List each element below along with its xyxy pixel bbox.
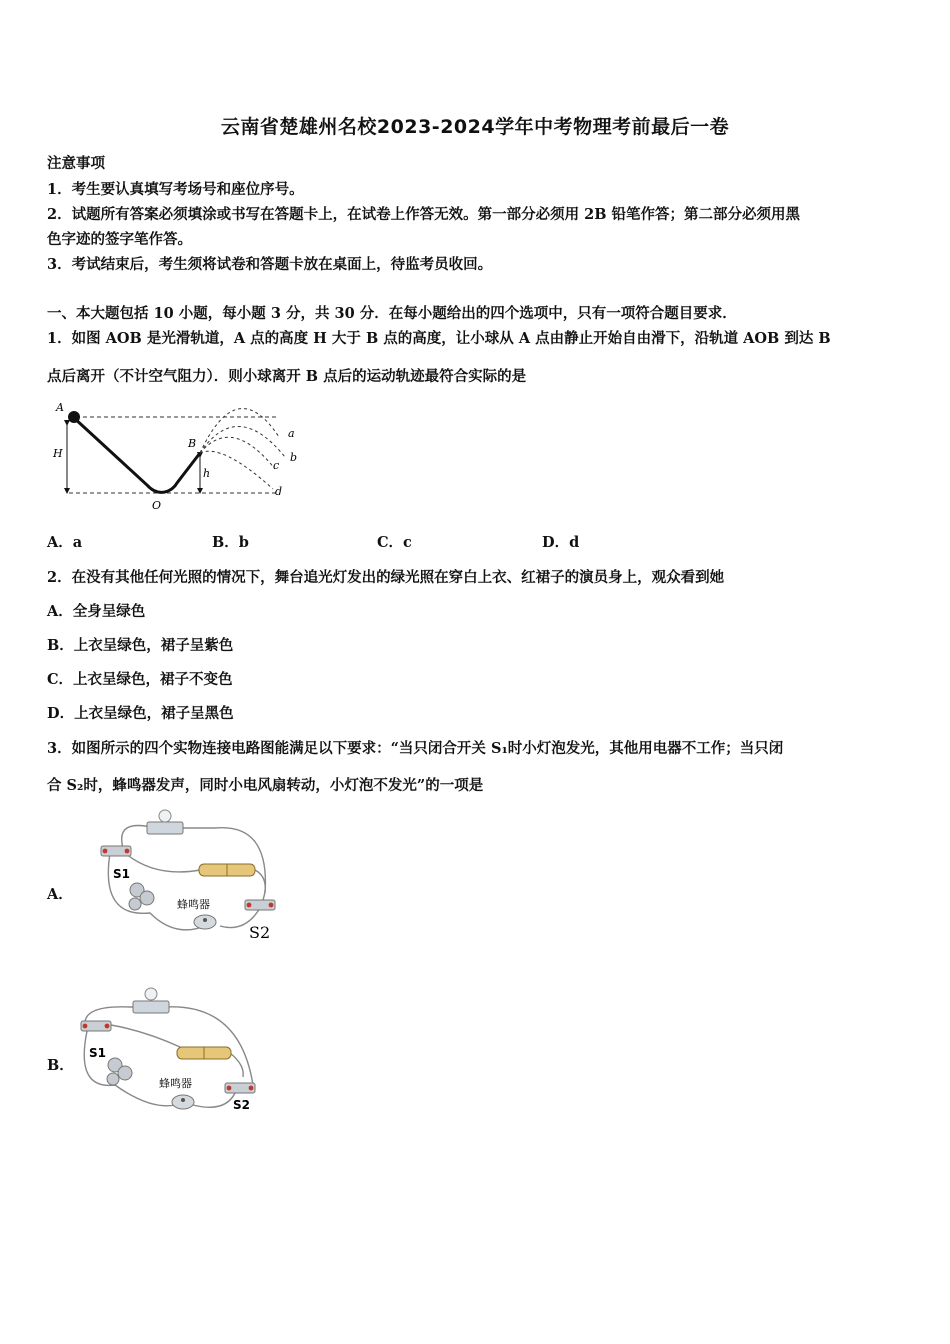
q1-option-c: C．c — [377, 534, 412, 551]
label-d: d — [275, 485, 283, 498]
trajectory-d — [200, 451, 273, 489]
wire — [108, 853, 205, 930]
q1-option-b: B．b — [212, 534, 249, 551]
trajectory-b — [200, 426, 285, 457]
q2-option-b: B．上衣呈绿色，裙子呈紫色 — [47, 637, 234, 654]
s1-label: S1 — [113, 867, 130, 881]
track-aob — [73, 417, 200, 492]
buzzer-icon — [172, 1095, 194, 1109]
label-A: A — [56, 401, 64, 414]
buzzer-label: 蜂鸣器 — [177, 898, 210, 911]
notice-item-2: 2．试题所有答案必须填涂或书写在答题卡上，在试卷上作答无效。第一部分必须用 2B 铅笔作答；第二部分必须用黑 — [47, 206, 801, 223]
q1-track-figure — [47, 393, 307, 518]
wire — [255, 870, 265, 900]
wire — [193, 1093, 235, 1107]
trajectory-c — [200, 437, 275, 469]
wire — [111, 1025, 180, 1047]
q2-stem: 2．在没有其他任何光照的情况下，舞台追光灯发出的绿光照在穿白上衣、红裙子的演员身上，观众看到她 — [47, 569, 725, 586]
q1-stem-line1: 1．如图 AOB 是光滑轨道，A 点的高度 H 大于 B 点的高度，让小球从 A 点由静止开始自由滑下，沿轨道 AOB 到达 B — [47, 330, 831, 347]
bulb-icon — [133, 988, 169, 1013]
wire — [125, 853, 200, 872]
s1-label: S1 — [89, 1046, 106, 1060]
trajectory-a — [200, 409, 279, 453]
wire — [230, 1053, 243, 1077]
q3-option-b-label: B． — [47, 1057, 74, 1074]
switch-s2-icon — [245, 900, 275, 910]
notice-item-2-cont: 色字迹的签字笔作答。 — [47, 231, 192, 248]
fan-icon — [107, 1058, 132, 1085]
q3-circuit-a — [95, 808, 285, 948]
notice-item-1: 1．考生要认真填写考场号和座位序号。 — [47, 181, 304, 198]
label-H: H — [53, 447, 63, 460]
label-O: O — [152, 499, 162, 512]
battery-icon — [199, 864, 255, 876]
fan-icon — [129, 883, 154, 910]
notice-heading: 注意事项 — [47, 155, 105, 172]
switch-s1-icon — [81, 1021, 111, 1031]
page-title: 云南省楚雄州名校2023-2024学年中考物理考前最后一卷 — [220, 116, 730, 138]
q1-stem-line2: 点后离开（不计空气阻力）．则小球离开 B 点后的运动轨迹最符合实际的是 — [47, 368, 527, 385]
section-heading: 一、本大题包括 10 小题，每小题 3 分，共 30 分．在每小题给出的四个选项中，只有一项符合题目要求． — [47, 305, 737, 322]
q1-option-d: D．d — [542, 534, 580, 551]
q3-stem-line1: 3．如图所示的四个实物连接电路图能满足以下要求：“当只闭合开关 S₁时小灯泡发光，其他用电器不工作；当只闭 — [47, 740, 784, 757]
switch-s2-icon — [225, 1083, 255, 1093]
bulb-icon — [147, 810, 183, 834]
battery-icon — [177, 1047, 231, 1059]
q2-option-a: A．全身呈绿色 — [47, 603, 146, 620]
label-B: B — [188, 437, 197, 450]
s2-label: S2 — [233, 1098, 250, 1112]
q3-circuit-b — [75, 985, 275, 1120]
ball — [68, 411, 80, 423]
q1-option-a: A．a — [47, 534, 83, 551]
label-h: h — [203, 467, 211, 480]
label-b: b — [290, 451, 298, 464]
q3-stem-line2: 合 S₂时，蜂鸣器发声，同时小电风扇转动，小灯泡不发光”的一项是 — [47, 777, 484, 794]
label-a: a — [288, 427, 295, 440]
q3-option-a-label: A． — [47, 886, 73, 903]
notice-item-3: 3．考试结束后，考生须将试卷和答题卡放在桌面上，待监考员收回。 — [47, 256, 493, 273]
label-c: c — [273, 459, 280, 472]
s2-label: S2 — [249, 923, 271, 942]
q2-option-c: C．上衣呈绿色，裙子不变色 — [47, 671, 233, 688]
q2-option-d: D．上衣呈绿色，裙子呈黑色 — [47, 705, 234, 722]
switch-s1-icon — [101, 846, 131, 856]
buzzer-label: 蜂鸣器 — [159, 1077, 192, 1090]
wire — [122, 826, 266, 894]
buzzer-icon — [194, 915, 216, 929]
